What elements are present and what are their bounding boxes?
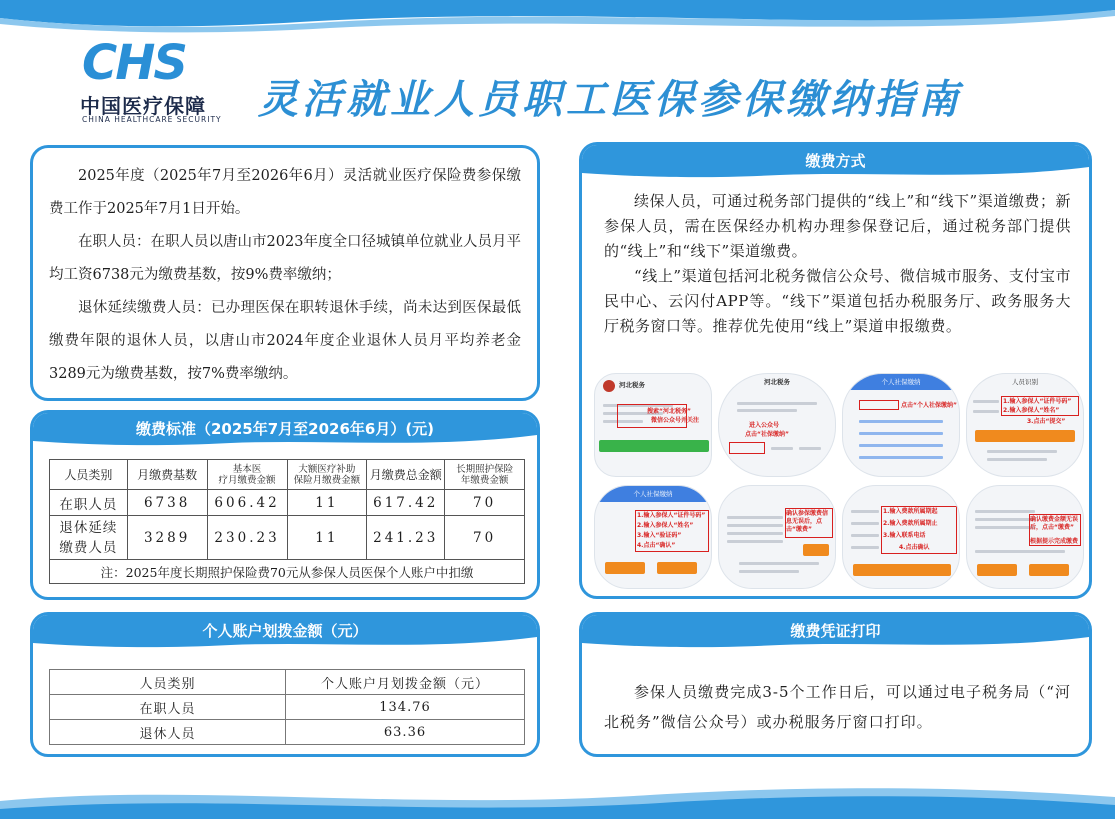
column-header xyxy=(445,460,525,490)
panel-header xyxy=(582,615,1089,649)
intro-paragraph: 在职人员：在职人员以唐山市2023年度全口径城镇单位就业人员月平均工资6738元为缴费基数，按9%费率缴纳； xyxy=(49,234,521,283)
submit-button xyxy=(975,430,1075,442)
screenshot-title: 个人社保缴纳 xyxy=(633,490,673,498)
header-line: 基本医 xyxy=(232,463,262,475)
cell-basic: 606.42 xyxy=(207,490,287,516)
annotation-text: 点击“社保缴纳” xyxy=(745,431,789,438)
screenshot-step-8 xyxy=(966,485,1084,589)
screenshot-title: 个人社保缴纳 xyxy=(881,378,921,386)
screenshot-title: 人员识别 xyxy=(1012,378,1038,386)
cell-type: 在职人员 xyxy=(50,490,128,516)
cell-basic: 230.23 xyxy=(207,516,287,560)
chs-logo xyxy=(78,35,228,124)
tax-emblem-icon xyxy=(603,380,615,392)
header-line: 大额医疗补助 xyxy=(298,463,356,475)
cell-type: 退休人员 xyxy=(50,720,286,745)
tutorial-screenshots xyxy=(590,373,1084,593)
cell-type xyxy=(50,516,128,560)
account-allocation-panel xyxy=(30,612,540,757)
annotation-text: 微信公众号并关注 xyxy=(651,417,700,424)
screenshot-title: 河北税务 xyxy=(764,378,790,386)
annotation-box xyxy=(729,442,765,454)
screenshot-step-1 xyxy=(594,373,712,477)
table-row xyxy=(50,490,525,516)
column-header: 人员类别 xyxy=(50,460,128,490)
cell-large: 11 xyxy=(287,490,367,516)
table-note-row xyxy=(50,560,525,584)
annotation-text: 4.点击确认 xyxy=(899,544,930,551)
pay-button xyxy=(803,544,829,556)
confirm-button xyxy=(853,564,951,576)
pay-button xyxy=(1029,564,1069,576)
table-row xyxy=(50,516,525,560)
payment-standard-panel xyxy=(30,410,540,600)
panel-title: 缴费方式 xyxy=(805,152,866,170)
annotation-text: 1.输入参保人“证件号码” xyxy=(637,512,706,519)
column-header xyxy=(207,460,287,490)
logo-chinese-name: 中国医疗保障 xyxy=(80,94,206,118)
cell-total: 241.23 xyxy=(367,516,445,560)
intro-paragraph: 退休延续缴费人员：已办理医保在职转退休手续，尚未达到医保最低缴费年限的退休人员，以唐山市2024年度企业退休人员月平均养老金3289元为缴费基数，按7%费率缴纳。 xyxy=(49,300,521,382)
cell-type: 在职人员 xyxy=(50,695,286,720)
header-line: 年缴费金额 xyxy=(460,474,509,486)
screenshot-step-7 xyxy=(842,485,960,589)
annotation-text: 搜索“河北税务” xyxy=(647,408,691,415)
cell-amount: 134.76 xyxy=(286,695,525,720)
annotation-text: 1.输入参保人“证件号码” xyxy=(1003,398,1072,405)
cell-ltc: 70 xyxy=(445,490,525,516)
cell-ltc: 70 xyxy=(445,516,525,560)
annotation-text: 3.输入联系电话 xyxy=(883,532,926,539)
cell-base: 6738 xyxy=(127,490,207,516)
voucher-print-panel xyxy=(579,612,1092,757)
screenshot-step-5 xyxy=(594,485,712,589)
annotation-box xyxy=(859,400,899,410)
annotation-text: 2.输入费款所属期止 xyxy=(883,520,938,527)
annotation-text: 根据提示完成缴费 xyxy=(1030,538,1079,545)
screenshot-step-3 xyxy=(842,373,960,477)
screenshot-step-6 xyxy=(718,485,836,589)
column-header: 月缴费总金额 xyxy=(367,460,445,490)
logo-mark: CHS xyxy=(82,35,186,91)
annotation-text: 2.输入参保人“姓名” xyxy=(637,522,694,529)
panel-header xyxy=(33,413,537,447)
panel-title: 缴费凭证打印 xyxy=(790,622,881,640)
cell-type-line: 退休延续 xyxy=(59,519,118,536)
screenshot-title: 河北税务 xyxy=(619,381,645,389)
cancel-button xyxy=(605,562,645,574)
header-line: 疗月缴费金额 xyxy=(218,474,276,486)
payment-standard-table xyxy=(49,459,525,584)
cell-base: 3289 xyxy=(127,516,207,560)
page-title: 灵活就业人员职工医保参保缴纳指南 xyxy=(258,76,962,123)
payment-method-panel xyxy=(579,142,1092,599)
panel-title: 个人账户划拨金额（元） xyxy=(202,622,368,640)
annotation-text: 2.输入参保人“姓名” xyxy=(1003,407,1060,414)
logo-english-name: CHINA HEALTHCARE SECURITY xyxy=(82,115,222,124)
panel-header xyxy=(582,145,1089,179)
annotation-text: 1.输入费款所属期起 xyxy=(883,508,938,515)
cell-type-line: 缴费人员 xyxy=(59,539,118,556)
follow-button xyxy=(599,440,709,452)
cell-large: 11 xyxy=(287,516,367,560)
cell-total: 617.42 xyxy=(367,490,445,516)
annotation-text: 确认参保缴费信息无误后，点击“缴费” xyxy=(786,510,829,533)
table-row xyxy=(50,720,525,745)
table-row xyxy=(50,695,525,720)
print-paragraph: 参保人员缴费完成3-5个工作日后，可以通过电子税务局（“河北税务”微信公众号）或办税服务厅窗口打印。 xyxy=(604,683,1071,731)
annotation-text: 进入公众号 xyxy=(749,422,780,429)
method-body xyxy=(582,179,1089,339)
intro-paragraph: 2025年度（2025年7月至2026年6月）灵活就业医疗保险费参保缴费工作于2025年7月1日开始。 xyxy=(49,168,521,217)
bottom-wave-decoration xyxy=(0,771,1115,819)
top-wave-decoration xyxy=(0,0,1115,40)
annotation-text: 3.输入“验证码” xyxy=(637,532,682,539)
screenshot-step-4 xyxy=(966,373,1084,477)
annotation-text: 4.点击“确认” xyxy=(637,542,676,549)
annotation-text: 确认缴费金额无误后，点击“缴费” xyxy=(1030,516,1079,531)
table-header-row xyxy=(50,460,525,490)
column-header: 人员类别 xyxy=(50,670,286,695)
header-line: 长期照护保险 xyxy=(456,463,514,475)
confirm-button xyxy=(657,562,697,574)
method-paragraph: “线上”渠道包括河北税务微信公众号、微信城市服务、支付宝市民中心、云闪付APP等。“线下”渠道包括办税服务厅、政务服务大厅税务窗口等。推荐优先使用“线上”渠道申报缴费。 xyxy=(604,267,1071,335)
cancel-button xyxy=(977,564,1017,576)
column-header: 月缴费基数 xyxy=(127,460,207,490)
table-header-row xyxy=(50,670,525,695)
annotation-text: 点击“个人社保缴纳” xyxy=(901,402,957,409)
screenshot-step-2 xyxy=(718,373,836,477)
print-body xyxy=(582,649,1089,737)
method-paragraph: 续保人员，可通过税务部门提供的“线上”和“线下”渠道缴费；新参保人员，需在医保经办机构办理参保登记后，通过税务部门提供的“线上”和“线下”渠道缴费。 xyxy=(604,192,1071,260)
column-header xyxy=(287,460,367,490)
annotation-text: 3.点击“提交” xyxy=(1027,418,1066,425)
intro-panel xyxy=(30,145,540,401)
column-header: 个人账户月划拨金额（元） xyxy=(286,670,525,695)
table-note: 注：2025年度长期照护保险费70元从参保人员医保个人账户中扣缴 xyxy=(50,560,525,584)
account-allocation-table xyxy=(49,669,525,745)
cell-amount: 63.36 xyxy=(286,720,525,745)
panel-header xyxy=(33,615,537,649)
panel-title: 缴费标准（2025年7月至2026年6月）(元) xyxy=(135,420,435,438)
header-line: 保险月缴费金额 xyxy=(293,474,361,486)
